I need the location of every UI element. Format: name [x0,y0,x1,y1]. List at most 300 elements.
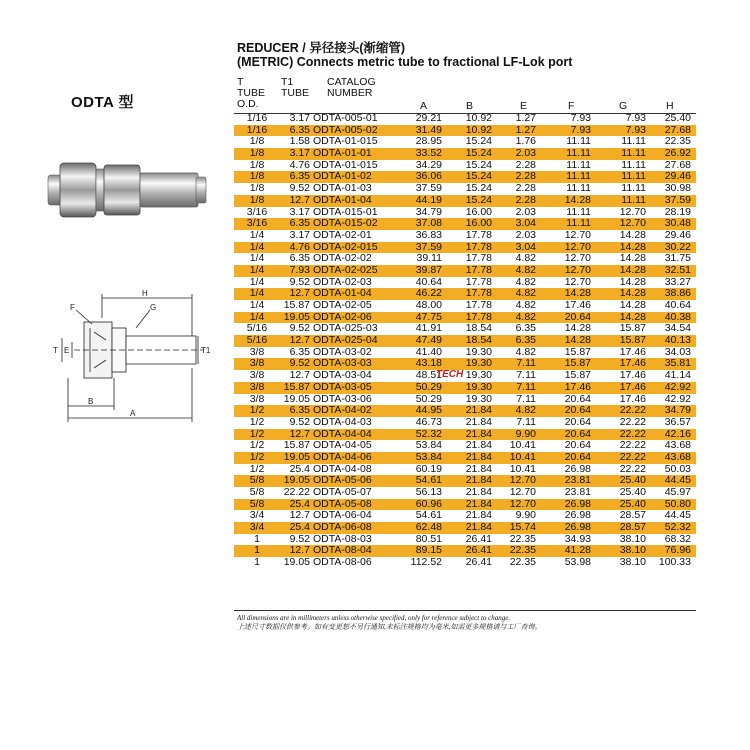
cell-a: 47.75 [415,310,442,323]
cell-t1: 19.05 [283,310,310,323]
cell-e: 2.28 [515,182,536,195]
cell-a: 60.96 [415,497,442,510]
cell-b: 10.92 [465,123,492,136]
cell-f: 26.98 [564,509,591,522]
cell-b: 17.78 [465,287,492,300]
cell-a: 46.73 [415,415,442,428]
cell-b: 17.78 [465,275,492,288]
cell-t1: 3.17 [289,147,310,160]
cell-h: 43.68 [664,439,691,452]
cell-b: 21.84 [465,486,492,498]
cell-f: 14.28 [564,287,591,300]
cell-b: 21.84 [465,404,492,417]
cell-catalog: ODTA-02-025 [313,263,378,276]
cell-t1: 25.4 [289,521,310,534]
cell-g: 12.70 [619,205,646,218]
cell-f: 12.70 [564,240,591,253]
cell-a: 53.84 [415,439,442,452]
cell-g: 22.22 [619,415,646,428]
cell-catalog: ODTA-02-015 [313,240,378,253]
cell-b: 18.54 [465,334,492,347]
cell-catalog: ODTA-04-04 [313,427,372,440]
cell-a: 54.61 [415,474,442,487]
cell-e: 7.11 [516,357,536,370]
cell-f: 7.93 [570,112,591,124]
cell-e: 3.04 [515,240,536,253]
col-head-a: A [420,100,428,112]
cell-tube-od: 1/8 [249,158,265,171]
cell-a: 37.59 [415,182,442,195]
cell-e: 2.03 [515,205,536,218]
cell-f: 15.87 [564,345,591,358]
cell-b: 19.30 [465,380,492,393]
cell-b: 21.84 [465,509,492,522]
cell-catalog: ODTA-01-01 [313,147,372,160]
cell-h: 68.32 [664,532,691,545]
cell-a: 33.52 [415,147,442,160]
cell-e: 4.82 [515,345,536,358]
cell-a: 53.84 [415,450,442,463]
cell-a: 37.08 [415,217,442,230]
cell-t1: 9.52 [289,357,310,370]
cell-catalog: ODTA-04-05 [313,439,372,452]
fitting-photo [44,155,214,225]
title-line-1: REDUCER / 异径接头(渐缩管) [237,41,406,55]
cell-f: 11.11 [566,135,591,148]
cell-f: 11.11 [566,217,591,230]
cell-a: 41.40 [415,345,442,358]
cell-b: 26.41 [465,532,492,545]
cell-catalog: ODTA-01-015 [313,158,378,171]
cell-g: 14.28 [619,287,646,300]
cell-h: 42.92 [664,392,691,405]
cell-g: 38.10 [619,532,646,545]
cell-g: 22.22 [619,462,646,475]
cell-e: 22.35 [509,532,536,545]
table-row [234,382,696,394]
col-head-b: B [466,100,474,112]
table-row [234,335,696,347]
cell-b: 16.00 [465,205,492,218]
cell-catalog: ODTA-04-02 [313,404,372,417]
cell-f: 34.93 [564,532,591,545]
cell-h: 34.03 [664,345,691,358]
cell-t1: 6.35 [289,404,310,417]
cell-tube-od: 3/4 [249,509,265,522]
cell-h: 34.79 [664,404,691,417]
cell-e: 4.82 [515,310,536,323]
table-row [234,265,696,277]
dim-label-t1: T1 [201,346,211,355]
cell-e: 12.70 [509,486,536,498]
cell-catalog: ODTA-02-05 [313,299,372,311]
cell-b: 19.30 [465,357,492,370]
cell-g: 7.93 [625,112,646,124]
cell-g: 28.57 [619,521,646,534]
dim-label-e: E [64,346,70,355]
cell-a: 50.29 [415,392,442,405]
cell-tube-od: 1/2 [249,404,265,417]
cell-t1: 6.35 [289,217,310,230]
cell-tube-od: 3/8 [249,392,265,405]
dim-label-b: B [88,397,94,406]
cell-f: 23.81 [564,486,591,498]
cell-t1: 7.93 [289,263,310,276]
cell-e: 4.82 [515,275,536,288]
col-head-t-3: O.D. [237,98,259,110]
cell-g: 15.87 [619,322,646,335]
cell-a: 36.06 [415,170,442,183]
cell-h: 34.54 [664,322,691,335]
cell-h: 100.33 [658,556,691,569]
cell-b: 21.84 [465,521,492,534]
table-row [234,148,696,160]
cell-t1: 12.7 [289,287,310,300]
table-title [237,41,572,69]
cell-g: 38.10 [619,544,646,557]
cell-catalog: ODTA-08-04 [313,544,372,557]
column-headers [237,75,697,113]
cell-f: 41.28 [564,544,591,557]
cell-g: 14.28 [619,240,646,253]
table-row [234,522,696,534]
model-label: ODTA 型 [71,94,134,111]
cell-tube-od: 1/8 [249,182,265,195]
cell-h: 29.46 [664,170,691,183]
cell-h: 27.68 [664,123,691,136]
cell-tube-od: 3/8 [249,357,265,370]
cell-f: 14.28 [564,334,591,347]
cell-tube-od: 1/16 [246,112,268,124]
cell-a: 47.49 [415,334,442,347]
cell-a: 89.15 [415,544,442,557]
cell-a: 28.95 [415,135,442,148]
cell-t1: 12.7 [289,369,310,382]
cell-a: 37.59 [415,240,442,253]
cell-a: 50.29 [415,380,442,393]
cell-g: 14.28 [619,299,646,311]
cell-h: 27.68 [664,158,691,171]
cell-f: 7.93 [570,123,591,136]
cell-tube-od: 1/2 [249,427,265,440]
table-row [234,452,696,464]
cell-t1: 6.35 [289,170,310,183]
cell-g: 22.22 [619,450,646,463]
cell-tube-od: 5/8 [249,474,265,487]
cell-g: 22.22 [619,404,646,417]
cell-catalog: ODTA-01-04 [313,193,372,206]
cell-t1: 3.17 [289,205,310,218]
cell-t1: 6.35 [289,252,310,265]
cell-b: 15.24 [465,135,492,148]
cell-e: 22.35 [509,556,536,569]
cell-tube-od: 5/16 [246,334,268,347]
cell-a: 34.79 [415,205,442,218]
cell-h: 29.46 [664,228,691,241]
cell-tube-od: 1 [254,556,260,569]
cell-g: 11.11 [621,182,646,195]
cell-t1: 3.17 [289,112,310,124]
cell-f: 14.28 [564,193,591,206]
cell-e: 2.03 [515,228,536,241]
cell-b: 15.24 [465,193,492,206]
cell-a: 48.51 [415,369,442,382]
cell-e: 2.28 [515,193,536,206]
cell-catalog: ODTA-03-06 [313,392,372,405]
cell-b: 19.30 [465,345,492,358]
cell-g: 14.28 [619,310,646,323]
watermark: TECH [436,369,464,380]
cell-h: 40.38 [664,310,691,323]
cell-h: 25.40 [664,112,691,124]
title-line-2: (METRIC) Connects metric tube to fractional LF-Lok port [237,55,573,69]
cell-f: 11.11 [566,182,591,195]
cell-e: 15.74 [509,521,536,534]
cell-tube-od: 3/8 [249,380,265,393]
cell-catalog: ODTA-025-03 [313,322,378,335]
cell-t1: 6.35 [289,123,310,136]
cell-b: 21.84 [465,462,492,475]
cell-e: 9.90 [515,427,536,440]
cell-catalog: ODTA-05-08 [313,497,372,510]
cell-f: 11.11 [566,158,591,171]
cell-catalog: ODTA-015-02 [313,217,378,230]
cell-b: 18.54 [465,322,492,335]
cell-g: 11.11 [621,193,646,206]
cell-catalog: ODTA-01-03 [313,182,372,195]
cell-g: 11.11 [621,135,646,148]
cell-f: 14.28 [564,322,591,335]
cell-tube-od: 3/16 [246,205,268,218]
col-head-e: E [520,100,528,112]
cell-e: 1.27 [515,112,536,124]
cell-g: 25.40 [619,474,646,487]
cell-catalog: ODTA-01-015 [313,135,378,148]
cell-catalog: ODTA-02-01 [313,228,372,241]
cell-a: 29.21 [415,112,442,124]
cell-t1: 25.4 [289,497,310,510]
cell-g: 12.70 [619,217,646,230]
cell-catalog: ODTA-005-02 [313,123,378,136]
cell-t1: 22.22 [283,486,310,498]
cell-tube-od: 1/4 [249,310,265,323]
cell-g: 17.46 [619,357,646,370]
cell-tube-od: 5/8 [249,486,265,498]
cell-tube-od: 1/4 [249,228,265,241]
cell-g: 11.11 [621,147,646,160]
cell-g: 17.46 [619,369,646,382]
footnote-line-1: All dimensions are in millimeters unless otherwise specified, only for reference subject to change. [237,614,511,622]
cell-f: 53.98 [564,556,591,569]
cell-tube-od: 1/4 [249,287,265,300]
cell-catalog: ODTA-02-03 [313,275,372,288]
cell-a: 62.48 [415,521,442,534]
cell-e: 6.35 [515,334,536,347]
cell-tube-od: 1 [254,532,260,545]
col-head-t-2: TUBE [237,87,266,99]
table-row [234,300,696,312]
cell-h: 30.22 [664,240,691,253]
cell-a: 80.51 [415,532,442,545]
cell-a: 34.29 [415,158,442,171]
cell-e: 2.03 [515,147,536,160]
col-head-t1-2: TUBE [281,87,310,99]
cell-g: 25.40 [619,486,646,498]
cell-g: 22.22 [619,439,646,452]
dimension-drawing [48,288,228,428]
cell-catalog: ODTA-025-04 [313,334,378,347]
cell-h: 45.97 [664,486,691,498]
cell-t1: 12.7 [289,427,310,440]
cell-b: 19.30 [465,369,492,382]
cell-g: 14.28 [619,228,646,241]
cell-tube-od: 1/4 [249,299,265,311]
cell-catalog: ODTA-03-03 [313,357,372,370]
cell-g: 17.46 [619,380,646,393]
cell-catalog: ODTA-03-05 [313,380,372,393]
cell-catalog: ODTA-03-02 [313,345,372,358]
cell-f: 20.64 [564,439,591,452]
cell-f: 12.70 [564,228,591,241]
cell-catalog: ODTA-05-06 [313,474,372,487]
cell-e: 9.90 [515,509,536,522]
cell-e: 3.04 [515,217,536,230]
footnote-line-2: 上述尺寸数据仅供参考。如有变更恕不另行通知,未标注规格均为毫米,如需更多规格请与工厂查询。 [237,623,542,631]
cell-h: 36.57 [664,415,691,428]
col-head-h: H [666,100,674,112]
cell-t1: 19.05 [283,392,310,405]
table-row [234,230,696,242]
cell-catalog: ODTA-04-08 [313,462,372,475]
cell-t1: 15.87 [283,380,310,393]
cell-h: 30.98 [664,182,691,195]
cell-t1: 25.4 [289,462,310,475]
dim-label-f: F [70,303,75,312]
cell-f: 20.64 [564,427,591,440]
cell-a: 112.52 [410,556,442,569]
cell-t1: 6.35 [289,345,310,358]
cell-b: 15.24 [465,170,492,183]
cell-g: 17.46 [619,345,646,358]
cell-e: 10.41 [509,439,536,452]
cell-g: 11.11 [621,170,646,183]
dim-label-t: T [53,346,58,355]
cell-tube-od: 1 [254,544,260,557]
cell-e: 4.82 [515,404,536,417]
cell-a: 40.64 [415,275,442,288]
cell-h: 52.32 [664,521,691,534]
cell-g: 11.11 [621,158,646,171]
cell-b: 17.78 [465,228,492,241]
cell-f: 17.46 [564,380,591,393]
cell-a: 52.32 [415,427,442,440]
cell-h: 26.92 [664,147,691,160]
cell-tube-od: 1/4 [249,252,265,265]
cell-b: 15.24 [465,147,492,160]
cell-g: 17.46 [619,392,646,405]
cell-h: 37.59 [664,193,691,206]
col-head-catalog-1: CATALOG [327,76,376,88]
cell-catalog: ODTA-05-07 [313,486,372,498]
cell-f: 26.98 [564,521,591,534]
cell-t1: 9.52 [289,415,310,428]
cell-a: 36.83 [415,228,442,241]
cell-b: 17.78 [465,299,492,311]
cell-tube-od: 1/2 [249,415,265,428]
cell-a: 46.22 [415,287,442,300]
cell-h: 50.80 [664,497,691,510]
cell-tube-od: 5/8 [249,497,265,510]
cell-g: 22.22 [619,427,646,440]
cell-h: 43.68 [664,450,691,463]
cell-a: 31.49 [415,123,442,136]
cell-h: 44.45 [664,509,691,522]
cell-tube-od: 1/4 [249,240,265,253]
cell-t1: 9.52 [289,532,310,545]
cell-catalog: ODTA-015-01 [313,205,378,218]
cell-e: 4.82 [515,263,536,276]
cell-h: 76.96 [664,544,691,557]
cell-e: 4.82 [515,299,536,311]
cell-g: 14.28 [619,263,646,276]
cell-t1: 4.76 [289,158,310,171]
table-row [234,113,696,125]
cell-b: 17.78 [465,263,492,276]
cell-a: 48.00 [415,299,442,311]
dim-label-h: H [142,289,148,298]
table-row [234,195,696,207]
cell-t1: 9.52 [289,182,310,195]
cell-tube-od: 5/16 [246,322,268,335]
cell-tube-od: 1/16 [246,123,268,136]
cell-catalog: ODTA-08-06 [313,556,372,569]
cell-h: 32.51 [664,263,691,276]
cell-b: 26.41 [465,556,492,569]
cell-t1: 12.7 [289,193,310,206]
cell-f: 12.70 [564,263,591,276]
cell-catalog: ODTA-02-02 [313,252,372,265]
cell-f: 20.64 [564,450,591,463]
cell-f: 12.70 [564,252,591,265]
cell-catalog: ODTA-01-04 [313,287,372,300]
cell-h: 40.64 [664,299,691,311]
cell-h: 50.03 [664,462,691,475]
cell-b: 21.84 [465,439,492,452]
cell-f: 26.98 [564,462,591,475]
cell-t1: 15.87 [283,299,310,311]
dim-label-a: A [130,409,136,418]
cell-tube-od: 1/4 [249,263,265,276]
col-head-t1-1: T1 [281,76,294,88]
cell-t1: 1.58 [289,135,310,148]
table-row [234,487,696,499]
cell-g: 28.57 [619,509,646,522]
cell-b: 21.84 [465,450,492,463]
cell-catalog: ODTA-06-08 [313,521,372,534]
cell-b: 17.78 [465,310,492,323]
cell-t1: 19.05 [283,474,310,487]
cell-t1: 15.87 [283,439,310,452]
cell-a: 54.61 [415,509,442,522]
cell-b: 21.84 [465,427,492,440]
cell-a: 39.11 [416,252,442,265]
cell-t1: 12.7 [289,334,310,347]
cell-a: 44.19 [415,193,442,206]
cell-h: 40.13 [664,334,691,347]
col-head-catalog-2: NUMBER [327,87,373,99]
cell-f: 11.11 [566,205,591,218]
cell-h: 35.81 [664,357,691,370]
